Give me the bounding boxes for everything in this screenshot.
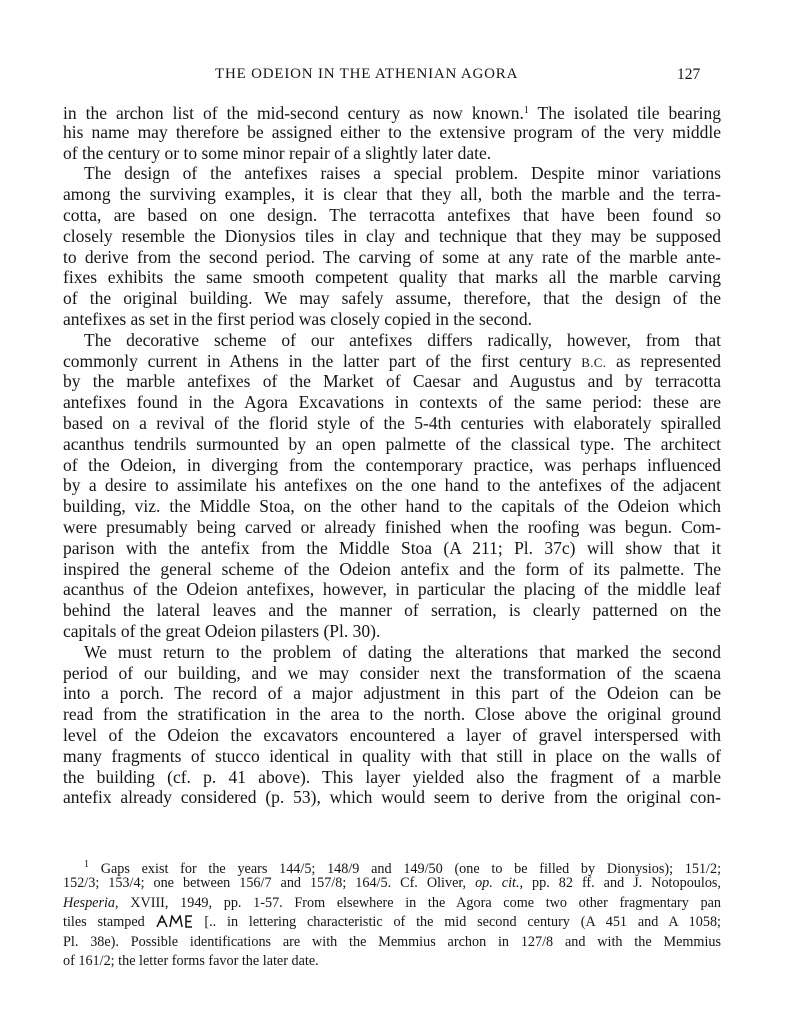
text-line: in the archon list of the mid-second century as now known.$^1$ The isolated tile bearing [63,103,722,123]
text-line: were presumably being carved or already finished when the roofing was begun. Com- [63,516,721,537]
text-line: closely resemble the Dionysios tiles in clay and technique that they may be supposed [63,225,721,246]
footnote-line: Hesperia, XVIII, 1949, pp. 1-57. From elsewhere in the Agora come two other fragmentary pan [63,894,721,911]
text-line: level of the Odeion the excavators encountered a layer of gravel interspersed with [63,724,721,745]
text-line: to derive from the second period. The carving of some at any rate of the marble ante- [63,246,721,267]
text-line: the building (cf. p. 41 above). This layer yielded also the fragment of a marble [63,766,721,787]
running-head: THE ODEION IN THE ATHENIAN AGORA [215,66,519,82]
text-line: capitals of the great Odeion pilasters (Pl. 30). [63,620,381,641]
footnote-line: of 161/2; the letter forms favor the later date. [63,952,319,969]
footnote-marker: 1 [84,859,89,870]
text-line: We must return to the problem of dating the alterations that marked the second [84,641,721,662]
text-line: antefix already considered (p. 53), which would seem to derive from the original con- [63,787,721,808]
text-line: commonly current in Athens in the latter part of the first century B.C. as represented [63,350,721,371]
inscription-letters-icon [156,915,194,928]
page-header [0,66,787,90]
footnote-line: 152/3; 153/4; one between 156/7 and 157/8; 164/5. Cf. Oliver, op. cit., pp. 82 ff. and J. Notopoulos, [63,875,721,892]
footnote-line: Pl. 38e). Possible identifications are with the Memmius archon in 127/8 and with the Memmius [63,933,721,950]
text-line: antefixes found in the Agora Excavations in contexts of the same period: these are [63,392,721,413]
text-line: many fragments of stucco identical in quality with that still in place on the walls of [63,745,721,766]
text-line: The decorative scheme of our antefixes differs radically, however, from that [84,329,721,350]
footnote-line: $^1$ Gaps exist for the years 144/5; 148/9 and 149/50 (one to be filled by Dionysios); 151/2; [84,859,722,877]
text-line: building, viz. the Middle Stoa, on the other hand to the capitals of the Odeion which [63,496,721,517]
footnote-line: tiles stamped [.. in lettering characteristic of the mid second century (A 451 and A 1058; [63,914,721,931]
era-abbreviation: B.C. [581,354,607,370]
text-line: into a porch. The record of a major adjustment in this part of the Odeion can be [63,683,721,704]
footnotes [63,855,721,971]
text-line: The design of the antefixes raises a special problem. Despite minor variations [84,163,721,184]
text-line: acanthus of the Odeion antefixes, however, in particular the placing of the middle leaf [63,579,721,600]
text-line: period of our building, and we may consider next the transformation of the scaena [63,662,721,683]
text-line: cotta, are based on one design. The terracotta antefixes that have been found so [63,204,721,225]
text-line: behind the lateral leaves and the manner of serration, is clearly patterned on the [63,600,721,621]
page-number: 127 [677,66,701,83]
text-line: antefixes as set in the first period was closely copied in the second. [63,308,532,329]
body-text [63,101,721,808]
footnote-ref[interactable]: 1 [523,105,529,116]
text-line: fixes exhibits the same smooth competent quality that marks all the marble carving [63,267,721,288]
text-line: by a desire to assimilate his antefixes on the one hand to the antefixes of the adjacent [63,475,721,496]
text-line: inspired the general scheme of the Odeion antefix and the form of its palmette. The [63,558,721,579]
text-line: parison with the antefix from the Middle Stoa (A 211; Pl. 37c) will show that it [63,537,721,558]
text-line: his name may therefore be assigned either to the extensive program of the very middle [63,121,721,142]
text-line: of the original building. We may safely assume, therefore, that the design of the [63,288,721,309]
text-line: by the marble antefixes of the Market of Caesar and Augustus and by terracotta [63,371,721,392]
text-line: among the surviving examples, it is clear that they all, both the marble and the terra- [63,184,721,205]
text-line: acanthus tendrils surmounted by an open palmette of the classical type. The architect [63,433,721,454]
text-line: read from the stratification in the area to the north. Close above the original ground [63,704,721,725]
text-line: based on a revival of the florid style of the 5-4th centuries with elaborately spiralled [63,412,721,433]
text-line: of the century or to some minor repair of a slightly later date. [63,142,492,163]
text-line: of the Odeion, in diverging from the contemporary practice, was perhaps influenced [63,454,721,475]
